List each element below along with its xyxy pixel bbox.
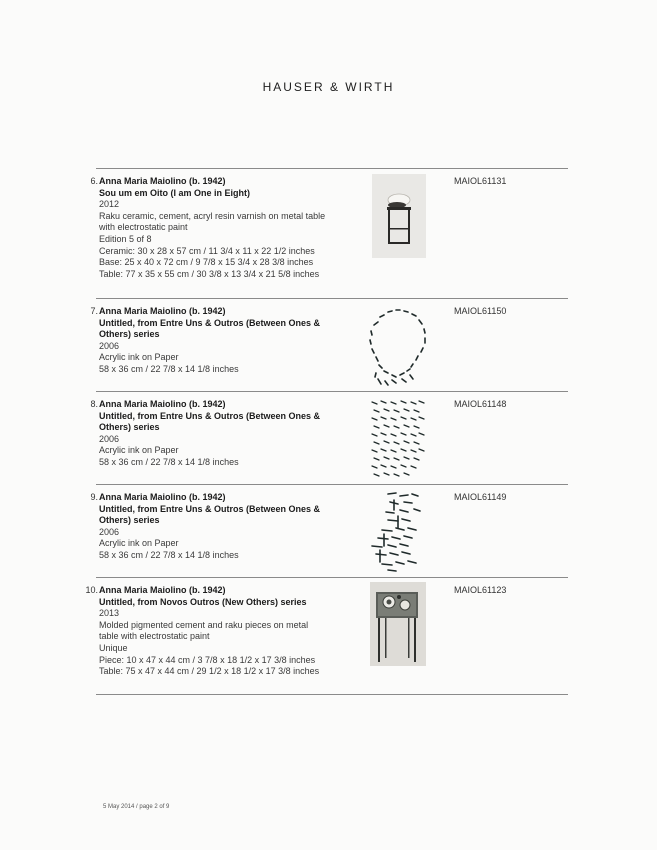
detail-line: 2012 — [99, 199, 120, 210]
detail-line: Molded pigmented cement and raku pieces on metal — [99, 619, 309, 630]
inventory-code: MAIOL61131 — [454, 176, 507, 186]
entry-text — [99, 306, 339, 376]
sculpture-photo — [372, 174, 426, 258]
divider — [96, 694, 568, 695]
inventory-code: MAIOL61149 — [454, 492, 507, 502]
inventory-code: MAIOL61148 — [454, 399, 507, 409]
artist-name: Anna Maria Maiolino (b. 1942) — [99, 306, 226, 316]
entry-number: 10. — [85, 585, 98, 595]
detail-line: Raku ceramic, cement, acryl resin varnish on metal table — [99, 210, 326, 221]
detail-line: Acrylic ink on Paper — [99, 352, 179, 363]
artwork-title: Untitled, from Entre Uns & Outros (Between Ones & Others) series — [99, 410, 321, 433]
artist-name: Anna Maria Maiolino (b. 1942) — [99, 492, 226, 502]
entry-number: 6. — [90, 176, 98, 186]
detail-line: table with electrostatic paint — [99, 631, 210, 642]
detail-line: Acrylic ink on Paper — [99, 445, 179, 456]
inventory-code: MAIOL61150 — [454, 306, 507, 316]
divider — [96, 577, 568, 578]
artist-name: Anna Maria Maiolino (b. 1942) — [99, 585, 226, 595]
entry-text — [99, 585, 339, 678]
detail-line: Acrylic ink on Paper — [99, 538, 179, 549]
entry-number: 8. — [90, 399, 98, 409]
detail-line: 58 x 36 cm / 22 7/8 x 14 1/8 inches — [99, 456, 239, 467]
detail-line: Ceramic: 30 x 28 x 57 cm / 11 3/4 x 11 x 22 1/2 inches — [99, 245, 315, 256]
entry-text — [99, 399, 339, 469]
detail-line: 2006 — [99, 526, 120, 537]
divider — [96, 484, 568, 485]
ink-drawing-vertical — [368, 490, 430, 574]
brand-header: HAUSER & WIRTH — [262, 80, 395, 94]
detail-line: Base: 25 x 40 x 72 cm / 9 7/8 x 15 3/4 x 28 3/8 inches — [99, 257, 314, 268]
artwork-title: Sou um em Oito (I am One in Eight) — [99, 187, 251, 198]
detail-line: with electrostatic paint — [99, 222, 188, 233]
detail-line: Table: 75 x 47 x 44 cm / 29 1/2 x 18 1/2 x 17 3/8 inches — [99, 666, 320, 677]
ink-drawing-oval — [366, 305, 432, 387]
artwork-title: Untitled, from Entre Uns & Outros (Between Ones & Others) series — [99, 503, 321, 526]
detail-line: 58 x 36 cm / 22 7/8 x 14 1/8 inches — [99, 549, 239, 560]
sculpture-table-photo — [370, 582, 426, 666]
detail-line: Edition 5 of 8 — [99, 233, 152, 244]
entry-number: 7. — [90, 306, 98, 316]
artist-name: Anna Maria Maiolino (b. 1942) — [99, 399, 226, 409]
artwork-title: Untitled, from Novos Outros (New Others) series — [99, 596, 307, 607]
detail-line: Piece: 10 x 47 x 44 cm / 3 7/8 x 18 1/2 x 17 3/8 inches — [99, 654, 316, 665]
artwork-title: Untitled, from Entre Uns & Outros (Between Ones & Others) series — [99, 317, 321, 340]
divider — [96, 298, 568, 299]
ink-drawing-field — [369, 398, 427, 480]
inventory-code: MAIOL61123 — [454, 585, 507, 595]
entry-text — [99, 492, 339, 562]
page-footer: 5 May 2014 / page 2 of 9 — [103, 804, 170, 810]
detail-line: 2013 — [99, 608, 120, 619]
detail-line: 2006 — [99, 340, 120, 351]
detail-line: 2006 — [99, 433, 120, 444]
detail-line: Unique — [99, 642, 128, 653]
divider — [96, 391, 568, 392]
artist-name: Anna Maria Maiolino (b. 1942) — [99, 176, 226, 186]
entry-text — [99, 176, 339, 280]
detail-line: 58 x 36 cm / 22 7/8 x 14 1/8 inches — [99, 363, 239, 374]
entry-number: 9. — [90, 492, 98, 502]
divider — [96, 168, 568, 169]
detail-line: Table: 77 x 35 x 55 cm / 30 3/8 x 13 3/4 x 21 5/8 inches — [99, 268, 320, 279]
